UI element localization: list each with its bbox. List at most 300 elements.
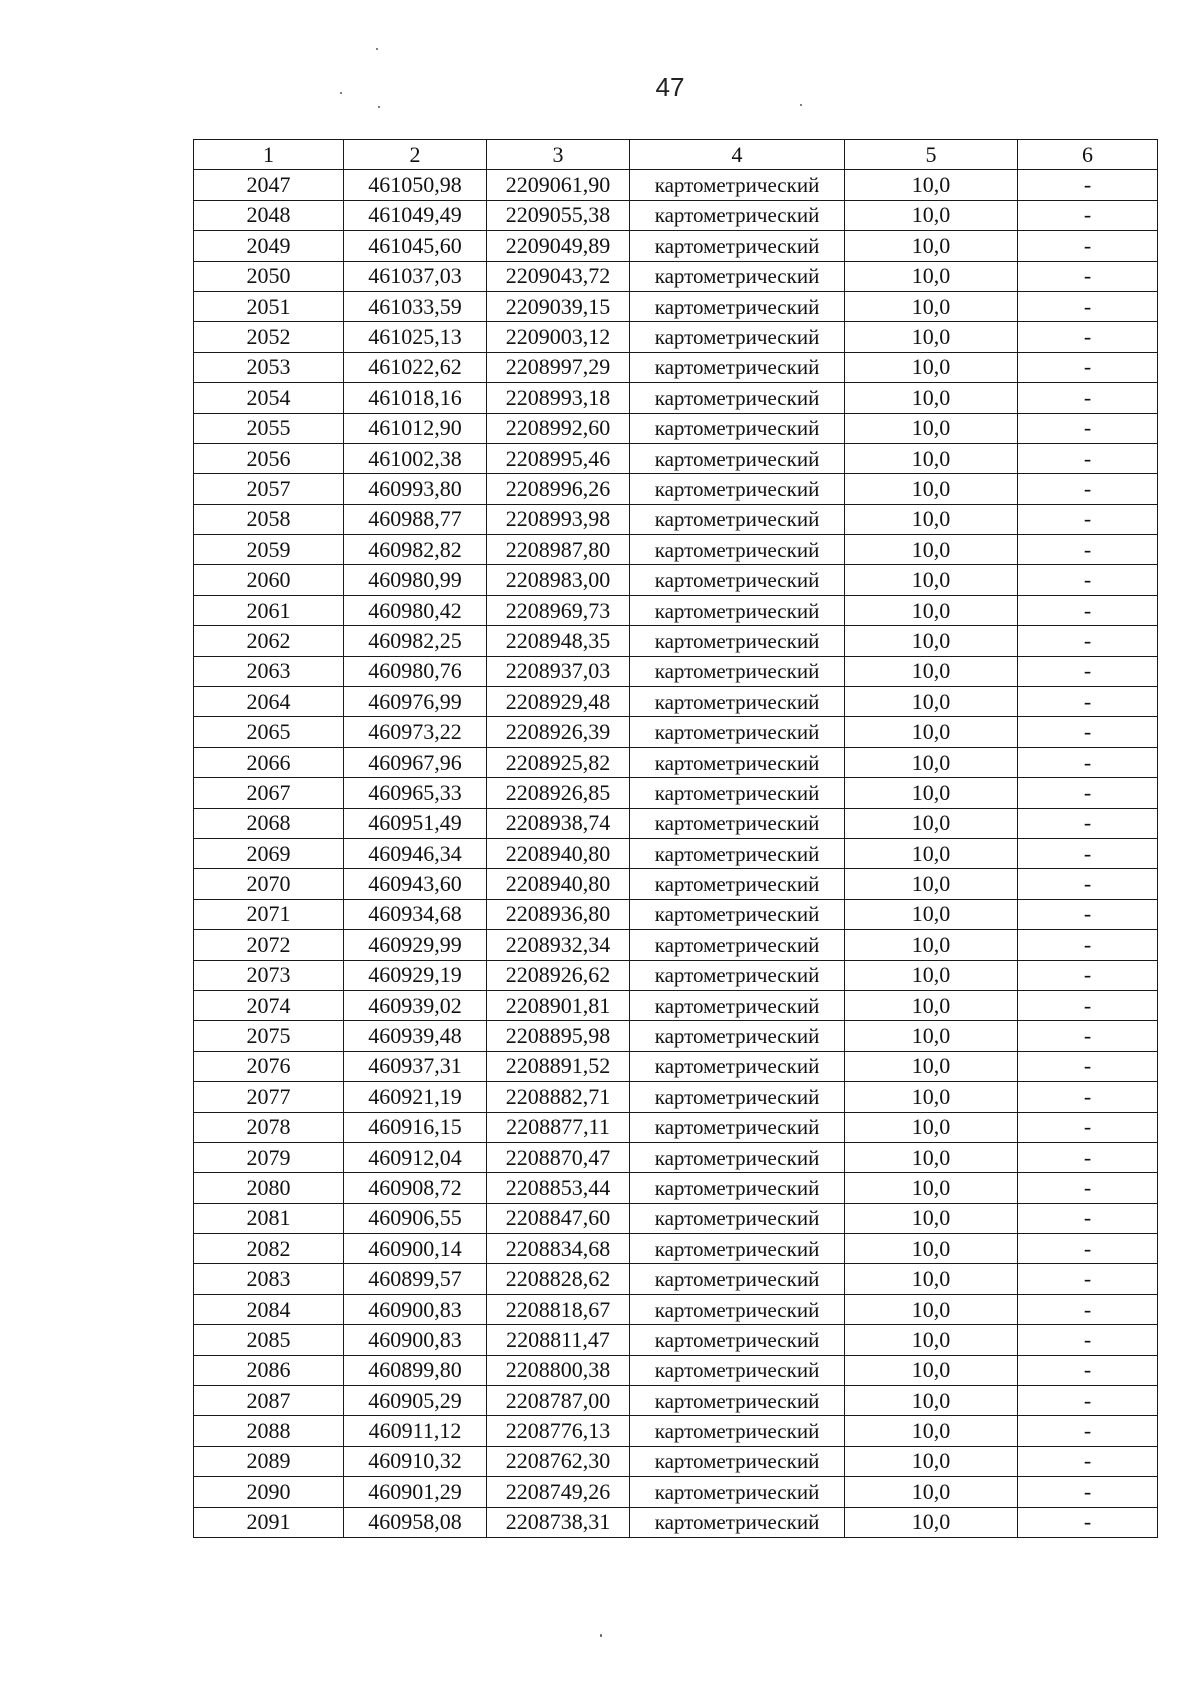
description-cell: -: [1018, 626, 1158, 656]
x-coordinate-cell: 460929,19: [344, 960, 487, 990]
y-coordinate-cell: 2208762,30: [487, 1446, 630, 1476]
x-coordinate-cell: 460973,22: [344, 717, 487, 747]
x-coordinate-cell: 460939,48: [344, 1021, 487, 1051]
point-number-cell: 2076: [194, 1051, 344, 1081]
description-cell: -: [1018, 383, 1158, 413]
point-number-cell: 2064: [194, 687, 344, 717]
accuracy-cell: 10,0: [845, 930, 1018, 960]
y-coordinate-cell: 2209055,38: [487, 200, 630, 230]
method-cell: картометрический: [630, 261, 845, 291]
description-cell: -: [1018, 595, 1158, 625]
table-row: [194, 383, 1158, 413]
x-coordinate-cell: 461012,90: [344, 413, 487, 443]
point-number-cell: 2062: [194, 626, 344, 656]
method-cell: картометрический: [630, 1416, 845, 1446]
y-coordinate-cell: 2208948,35: [487, 626, 630, 656]
y-coordinate-cell: 2208749,26: [487, 1477, 630, 1507]
point-number-cell: 2077: [194, 1082, 344, 1112]
accuracy-cell: 10,0: [845, 1355, 1018, 1385]
y-coordinate-cell: 2209039,15: [487, 291, 630, 321]
x-coordinate-cell: 461033,59: [344, 291, 487, 321]
x-coordinate-cell: 461045,60: [344, 231, 487, 261]
point-number-cell: 2073: [194, 960, 344, 990]
accuracy-cell: 10,0: [845, 778, 1018, 808]
description-cell: -: [1018, 474, 1158, 504]
description-cell: -: [1018, 1142, 1158, 1172]
description-cell: -: [1018, 1507, 1158, 1537]
method-cell: картометрический: [630, 1355, 845, 1385]
table-row: [194, 1325, 1158, 1355]
table-row: [194, 747, 1158, 777]
description-cell: -: [1018, 1294, 1158, 1324]
x-coordinate-cell: 461025,13: [344, 322, 487, 352]
accuracy-cell: 10,0: [845, 1203, 1018, 1233]
accuracy-cell: 10,0: [845, 504, 1018, 534]
point-number-cell: 2053: [194, 352, 344, 382]
y-coordinate-cell: 2208847,60: [487, 1203, 630, 1233]
accuracy-cell: 10,0: [845, 200, 1018, 230]
point-number-cell: 2065: [194, 717, 344, 747]
y-coordinate-cell: 2208828,62: [487, 1264, 630, 1294]
method-cell: картометрический: [630, 717, 845, 747]
point-number-cell: 2061: [194, 595, 344, 625]
point-number-cell: 2069: [194, 838, 344, 868]
accuracy-cell: 10,0: [845, 1386, 1018, 1416]
description-cell: -: [1018, 1173, 1158, 1203]
method-cell: картометрический: [630, 413, 845, 443]
point-number-cell: 2066: [194, 747, 344, 777]
description-cell: -: [1018, 565, 1158, 595]
method-cell: картометрический: [630, 1112, 845, 1142]
method-cell: картометрический: [630, 504, 845, 534]
accuracy-cell: 10,0: [845, 990, 1018, 1020]
x-coordinate-cell: 460900,83: [344, 1294, 487, 1324]
column-header: 1: [194, 140, 344, 170]
table-row: [194, 231, 1158, 261]
method-cell: картометрический: [630, 1234, 845, 1264]
point-number-cell: 2072: [194, 930, 344, 960]
y-coordinate-cell: 2208938,74: [487, 808, 630, 838]
x-coordinate-cell: 461002,38: [344, 443, 487, 473]
method-cell: картометрический: [630, 990, 845, 1020]
accuracy-cell: 10,0: [845, 1446, 1018, 1476]
method-cell: картометрический: [630, 747, 845, 777]
point-number-cell: 2047: [194, 170, 344, 200]
accuracy-cell: 10,0: [845, 291, 1018, 321]
table-row: [194, 1416, 1158, 1446]
description-cell: -: [1018, 413, 1158, 443]
y-coordinate-cell: 2208937,03: [487, 656, 630, 686]
method-cell: картометрический: [630, 899, 845, 929]
accuracy-cell: 10,0: [845, 626, 1018, 656]
accuracy-cell: 10,0: [845, 717, 1018, 747]
x-coordinate-cell: 460958,08: [344, 1507, 487, 1537]
method-cell: картометрический: [630, 1021, 845, 1051]
table-row: [194, 1051, 1158, 1081]
accuracy-cell: 10,0: [845, 747, 1018, 777]
x-coordinate-cell: 461037,03: [344, 261, 487, 291]
table-row: [194, 1294, 1158, 1324]
x-coordinate-cell: 461018,16: [344, 383, 487, 413]
accuracy-cell: 10,0: [845, 1021, 1018, 1051]
table-row: [194, 322, 1158, 352]
point-number-cell: 2048: [194, 200, 344, 230]
y-coordinate-cell: 2208929,48: [487, 687, 630, 717]
method-cell: картометрический: [630, 231, 845, 261]
point-number-cell: 2054: [194, 383, 344, 413]
y-coordinate-cell: 2208997,29: [487, 352, 630, 382]
x-coordinate-cell: 460982,82: [344, 535, 487, 565]
y-coordinate-cell: 2208925,82: [487, 747, 630, 777]
point-number-cell: 2084: [194, 1294, 344, 1324]
table-row: [194, 626, 1158, 656]
description-cell: -: [1018, 352, 1158, 382]
table-header-row: [194, 140, 1158, 170]
description-cell: -: [1018, 960, 1158, 990]
method-cell: картометрический: [630, 322, 845, 352]
y-coordinate-cell: 2208901,81: [487, 990, 630, 1020]
x-coordinate-cell: 460911,12: [344, 1416, 487, 1446]
point-number-cell: 2082: [194, 1234, 344, 1264]
y-coordinate-cell: 2208926,39: [487, 717, 630, 747]
table-row: [194, 1142, 1158, 1172]
x-coordinate-cell: 460906,55: [344, 1203, 487, 1233]
accuracy-cell: 10,0: [845, 1416, 1018, 1446]
description-cell: -: [1018, 1234, 1158, 1264]
accuracy-cell: 10,0: [845, 1082, 1018, 1112]
point-number-cell: 2079: [194, 1142, 344, 1172]
description-cell: -: [1018, 1082, 1158, 1112]
x-coordinate-cell: 460937,31: [344, 1051, 487, 1081]
y-coordinate-cell: 2208853,44: [487, 1173, 630, 1203]
table-row: [194, 960, 1158, 990]
y-coordinate-cell: 2208834,68: [487, 1234, 630, 1264]
y-coordinate-cell: 2208993,98: [487, 504, 630, 534]
description-cell: -: [1018, 808, 1158, 838]
accuracy-cell: 10,0: [845, 413, 1018, 443]
table-row: [194, 717, 1158, 747]
x-coordinate-cell: 460980,76: [344, 656, 487, 686]
x-coordinate-cell: 460980,42: [344, 595, 487, 625]
point-number-cell: 2080: [194, 1173, 344, 1203]
y-coordinate-cell: 2208926,62: [487, 960, 630, 990]
table-body: [194, 170, 1158, 1538]
y-coordinate-cell: 2208895,98: [487, 1021, 630, 1051]
y-coordinate-cell: 2208818,67: [487, 1294, 630, 1324]
y-coordinate-cell: 2208877,11: [487, 1112, 630, 1142]
y-coordinate-cell: 2208936,80: [487, 899, 630, 929]
table-row: [194, 443, 1158, 473]
table-row: [194, 1477, 1158, 1507]
method-cell: картометрический: [630, 1082, 845, 1112]
x-coordinate-cell: 460900,14: [344, 1234, 487, 1264]
table-row: [194, 930, 1158, 960]
column-header: 6: [1018, 140, 1158, 170]
table-row: [194, 778, 1158, 808]
method-cell: картометрический: [630, 687, 845, 717]
point-number-cell: 2086: [194, 1355, 344, 1385]
x-coordinate-cell: 460908,72: [344, 1173, 487, 1203]
table-row: [194, 474, 1158, 504]
table-row: [194, 595, 1158, 625]
method-cell: картометрический: [630, 1446, 845, 1476]
y-coordinate-cell: 2208776,13: [487, 1416, 630, 1446]
method-cell: картометрический: [630, 626, 845, 656]
description-cell: -: [1018, 778, 1158, 808]
method-cell: картометрический: [630, 595, 845, 625]
point-number-cell: 2078: [194, 1112, 344, 1142]
accuracy-cell: 10,0: [845, 231, 1018, 261]
x-coordinate-cell: 460899,80: [344, 1355, 487, 1385]
accuracy-cell: 10,0: [845, 535, 1018, 565]
table-row: [194, 808, 1158, 838]
accuracy-cell: 10,0: [845, 443, 1018, 473]
description-cell: -: [1018, 200, 1158, 230]
description-cell: -: [1018, 899, 1158, 929]
method-cell: картометрический: [630, 1173, 845, 1203]
description-cell: -: [1018, 1446, 1158, 1476]
table-row: [194, 1264, 1158, 1294]
method-cell: картометрический: [630, 838, 845, 868]
accuracy-cell: 10,0: [845, 838, 1018, 868]
scan-speck: [378, 106, 380, 108]
method-cell: картометрический: [630, 170, 845, 200]
y-coordinate-cell: 2208969,73: [487, 595, 630, 625]
x-coordinate-cell: 460967,96: [344, 747, 487, 777]
table-row: [194, 1112, 1158, 1142]
coordinates-table: [193, 139, 1158, 1538]
y-coordinate-cell: 2209061,90: [487, 170, 630, 200]
description-cell: -: [1018, 1112, 1158, 1142]
table-row: [194, 170, 1158, 200]
point-number-cell: 2088: [194, 1416, 344, 1446]
y-coordinate-cell: 2208738,31: [487, 1507, 630, 1537]
description-cell: -: [1018, 170, 1158, 200]
method-cell: картометрический: [630, 1294, 845, 1324]
method-cell: картометрический: [630, 1142, 845, 1172]
description-cell: -: [1018, 535, 1158, 565]
accuracy-cell: 10,0: [845, 261, 1018, 291]
table-row: [194, 1203, 1158, 1233]
y-coordinate-cell: 2208926,85: [487, 778, 630, 808]
point-number-cell: 2049: [194, 231, 344, 261]
accuracy-cell: 10,0: [845, 1112, 1018, 1142]
scan-speck: [800, 104, 802, 106]
point-number-cell: 2090: [194, 1477, 344, 1507]
x-coordinate-cell: 460934,68: [344, 899, 487, 929]
accuracy-cell: 10,0: [845, 1051, 1018, 1081]
accuracy-cell: 10,0: [845, 869, 1018, 899]
x-coordinate-cell: 460912,04: [344, 1142, 487, 1172]
accuracy-cell: 10,0: [845, 383, 1018, 413]
method-cell: картометрический: [630, 443, 845, 473]
accuracy-cell: 10,0: [845, 899, 1018, 929]
method-cell: картометрический: [630, 960, 845, 990]
x-coordinate-cell: 460951,49: [344, 808, 487, 838]
accuracy-cell: 10,0: [845, 474, 1018, 504]
method-cell: картометрический: [630, 656, 845, 686]
x-coordinate-cell: 460921,19: [344, 1082, 487, 1112]
method-cell: картометрический: [630, 535, 845, 565]
table-row: [194, 1021, 1158, 1051]
accuracy-cell: 10,0: [845, 960, 1018, 990]
x-coordinate-cell: 460988,77: [344, 504, 487, 534]
accuracy-cell: 10,0: [845, 1507, 1018, 1537]
column-header: 5: [845, 140, 1018, 170]
y-coordinate-cell: 2208932,34: [487, 930, 630, 960]
description-cell: -: [1018, 322, 1158, 352]
point-number-cell: 2059: [194, 535, 344, 565]
table-row: [194, 687, 1158, 717]
method-cell: картометрический: [630, 1264, 845, 1294]
description-cell: -: [1018, 717, 1158, 747]
table-row: [194, 899, 1158, 929]
y-coordinate-cell: 2208940,80: [487, 838, 630, 868]
method-cell: картометрический: [630, 1386, 845, 1416]
description-cell: -: [1018, 231, 1158, 261]
point-number-cell: 2068: [194, 808, 344, 838]
table-row: [194, 990, 1158, 1020]
x-coordinate-cell: 460900,83: [344, 1325, 487, 1355]
description-cell: -: [1018, 990, 1158, 1020]
point-number-cell: 2056: [194, 443, 344, 473]
y-coordinate-cell: 2208993,18: [487, 383, 630, 413]
x-coordinate-cell: 460916,15: [344, 1112, 487, 1142]
x-coordinate-cell: 461022,62: [344, 352, 487, 382]
point-number-cell: 2087: [194, 1386, 344, 1416]
description-cell: -: [1018, 1477, 1158, 1507]
method-cell: картометрический: [630, 291, 845, 321]
table-row: [194, 1507, 1158, 1537]
x-coordinate-cell: 461050,98: [344, 170, 487, 200]
point-number-cell: 2060: [194, 565, 344, 595]
accuracy-cell: 10,0: [845, 352, 1018, 382]
table-row: [194, 291, 1158, 321]
point-number-cell: 2091: [194, 1507, 344, 1537]
accuracy-cell: 10,0: [845, 1142, 1018, 1172]
x-coordinate-cell: 460980,99: [344, 565, 487, 595]
y-coordinate-cell: 2208940,80: [487, 869, 630, 899]
x-coordinate-cell: 460939,02: [344, 990, 487, 1020]
description-cell: -: [1018, 291, 1158, 321]
method-cell: картометрический: [630, 1477, 845, 1507]
table-row: [194, 1446, 1158, 1476]
column-header: 2: [344, 140, 487, 170]
y-coordinate-cell: 2208992,60: [487, 413, 630, 443]
method-cell: картометрический: [630, 778, 845, 808]
description-cell: -: [1018, 1264, 1158, 1294]
description-cell: -: [1018, 1386, 1158, 1416]
method-cell: картометрический: [630, 1507, 845, 1537]
method-cell: картометрический: [630, 200, 845, 230]
y-coordinate-cell: 2209043,72: [487, 261, 630, 291]
column-header: 4: [630, 140, 845, 170]
table-row: [194, 869, 1158, 899]
table-row: [194, 1234, 1158, 1264]
scan-speck: [340, 92, 342, 94]
point-number-cell: 2071: [194, 899, 344, 929]
x-coordinate-cell: 461049,49: [344, 200, 487, 230]
description-cell: -: [1018, 1203, 1158, 1233]
point-number-cell: 2052: [194, 322, 344, 352]
point-number-cell: 2051: [194, 291, 344, 321]
x-coordinate-cell: 460976,99: [344, 687, 487, 717]
method-cell: картометрический: [630, 1051, 845, 1081]
point-number-cell: 2075: [194, 1021, 344, 1051]
description-cell: -: [1018, 930, 1158, 960]
scan-speck: [600, 1634, 602, 1637]
description-cell: -: [1018, 656, 1158, 686]
description-cell: -: [1018, 1325, 1158, 1355]
method-cell: картометрический: [630, 1325, 845, 1355]
accuracy-cell: 10,0: [845, 1234, 1018, 1264]
y-coordinate-cell: 2208891,52: [487, 1051, 630, 1081]
column-header: 3: [487, 140, 630, 170]
x-coordinate-cell: 460929,99: [344, 930, 487, 960]
table-row: [194, 413, 1158, 443]
table-row: [194, 261, 1158, 291]
description-cell: -: [1018, 1051, 1158, 1081]
description-cell: -: [1018, 1355, 1158, 1385]
accuracy-cell: 10,0: [845, 808, 1018, 838]
method-cell: картометрический: [630, 808, 845, 838]
accuracy-cell: 10,0: [845, 1173, 1018, 1203]
point-number-cell: 2050: [194, 261, 344, 291]
table-row: [194, 200, 1158, 230]
x-coordinate-cell: 460943,60: [344, 869, 487, 899]
method-cell: картометрический: [630, 869, 845, 899]
accuracy-cell: 10,0: [845, 687, 1018, 717]
description-cell: -: [1018, 838, 1158, 868]
y-coordinate-cell: 2209003,12: [487, 322, 630, 352]
description-cell: -: [1018, 687, 1158, 717]
point-number-cell: 2081: [194, 1203, 344, 1233]
table-row: [194, 565, 1158, 595]
accuracy-cell: 10,0: [845, 1477, 1018, 1507]
y-coordinate-cell: 2209049,89: [487, 231, 630, 261]
method-cell: картометрический: [630, 565, 845, 595]
scan-speck: [376, 48, 378, 50]
point-number-cell: 2063: [194, 656, 344, 686]
x-coordinate-cell: 460901,29: [344, 1477, 487, 1507]
x-coordinate-cell: 460905,29: [344, 1386, 487, 1416]
y-coordinate-cell: 2208996,26: [487, 474, 630, 504]
method-cell: картометрический: [630, 1203, 845, 1233]
accuracy-cell: 10,0: [845, 322, 1018, 352]
description-cell: -: [1018, 443, 1158, 473]
table-row: [194, 1355, 1158, 1385]
accuracy-cell: 10,0: [845, 170, 1018, 200]
description-cell: -: [1018, 1416, 1158, 1446]
y-coordinate-cell: 2208870,47: [487, 1142, 630, 1172]
point-number-cell: 2085: [194, 1325, 344, 1355]
point-number-cell: 2055: [194, 413, 344, 443]
accuracy-cell: 10,0: [845, 1264, 1018, 1294]
page-number: 47: [655, 72, 685, 102]
table-row: [194, 352, 1158, 382]
y-coordinate-cell: 2208882,71: [487, 1082, 630, 1112]
point-number-cell: 2067: [194, 778, 344, 808]
table-row: [194, 838, 1158, 868]
y-coordinate-cell: 2208811,47: [487, 1325, 630, 1355]
x-coordinate-cell: 460993,80: [344, 474, 487, 504]
y-coordinate-cell: 2208995,46: [487, 443, 630, 473]
table-row: [194, 504, 1158, 534]
accuracy-cell: 10,0: [845, 1294, 1018, 1324]
point-number-cell: 2089: [194, 1446, 344, 1476]
description-cell: -: [1018, 504, 1158, 534]
y-coordinate-cell: 2208983,00: [487, 565, 630, 595]
